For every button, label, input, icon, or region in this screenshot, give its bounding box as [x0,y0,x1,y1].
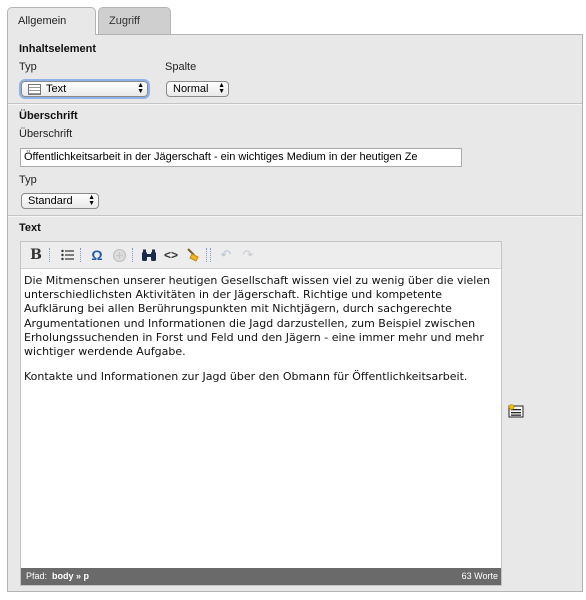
toolbar-separator [132,248,134,262]
toolbar-separator [49,248,51,262]
cleanup-icon[interactable] [184,246,202,264]
status-path [26,568,89,585]
tab-bar [0,0,586,34]
find-icon[interactable] [140,246,158,264]
editor-toolbar [21,242,501,269]
paragraph[interactable]: Kontakte und Informationen zur Jagd über den Obmann für Öffentlichkeitsarbeit. [24,370,468,384]
tab-zugriff[interactable]: Zugriff [98,7,171,34]
divider [8,104,582,105]
editor-content[interactable] [24,274,496,395]
list-icon[interactable] [58,246,76,264]
toolbar-separator [206,248,208,262]
type-select[interactable] [21,81,148,97]
heading-field-label: Überschrift [19,128,73,140]
select-arrows-icon: ▲ ▼ [137,82,144,95]
column-select-value: Normal [173,83,209,95]
form-panel [7,34,583,592]
wizard-icon[interactable] [508,404,524,418]
column-label: Spalte [165,61,197,73]
editor-statusbar [21,568,501,585]
section-title-text: Text [19,222,41,234]
toolbar-separator [80,248,82,262]
undo-icon[interactable]: ↶ [220,247,232,262]
rich-text-editor[interactable] [20,241,502,586]
heading-type-label: Typ [19,174,37,186]
heading-type-select[interactable] [21,193,99,209]
word-count: 63 Worte [461,571,498,581]
status-path-label: Pfad: [26,571,48,581]
select-arrows-icon: ▲ ▼ [88,194,95,207]
code-icon[interactable]: <> [163,248,178,262]
heading-type-value: Standard [28,195,73,207]
omega-icon[interactable]: Ω [91,247,103,263]
text-type-icon [28,84,41,95]
redo-icon[interactable]: ↷ [242,247,254,262]
type-select-value: Text [46,83,67,95]
link-icon[interactable] [110,246,128,264]
bold-icon[interactable]: B [30,247,42,263]
section-title-content-element: Inhaltselement [19,43,97,55]
type-label: Typ [19,61,37,73]
select-arrows-icon: ▲ ▼ [218,82,225,95]
toolbar-separator [210,248,212,262]
tab-allgemein[interactable]: Allgemein [7,7,96,35]
paragraph[interactable]: Die Mitmenschen unserer heutigen Gesellschaft wissen viel zu wenig über die vielen unterschiedlichsten Aktivitäten in der Jägerschaft. Richtige und kompetente Aufklärung bei allen Berührungspunkten mit Nichtjägern, durch sachgerechte Argumentationen und Informationen die Jagd darzustellen, zum Beispiel zwischen Erholungssuchenden in Forst und Feld und den Jägern - eine immer mehr und mehr wichtiger werdende Aufgabe. [24,274,491,359]
heading-input[interactable]: Öffentlichkeitsarbeit in der Jägerschaft - ein wichtiges Medium in der heutigen Ze [20,148,462,167]
section-title-heading: Überschrift [19,110,78,122]
column-select[interactable] [166,81,229,97]
divider [8,216,582,217]
status-path-value[interactable]: body » p [52,571,90,581]
